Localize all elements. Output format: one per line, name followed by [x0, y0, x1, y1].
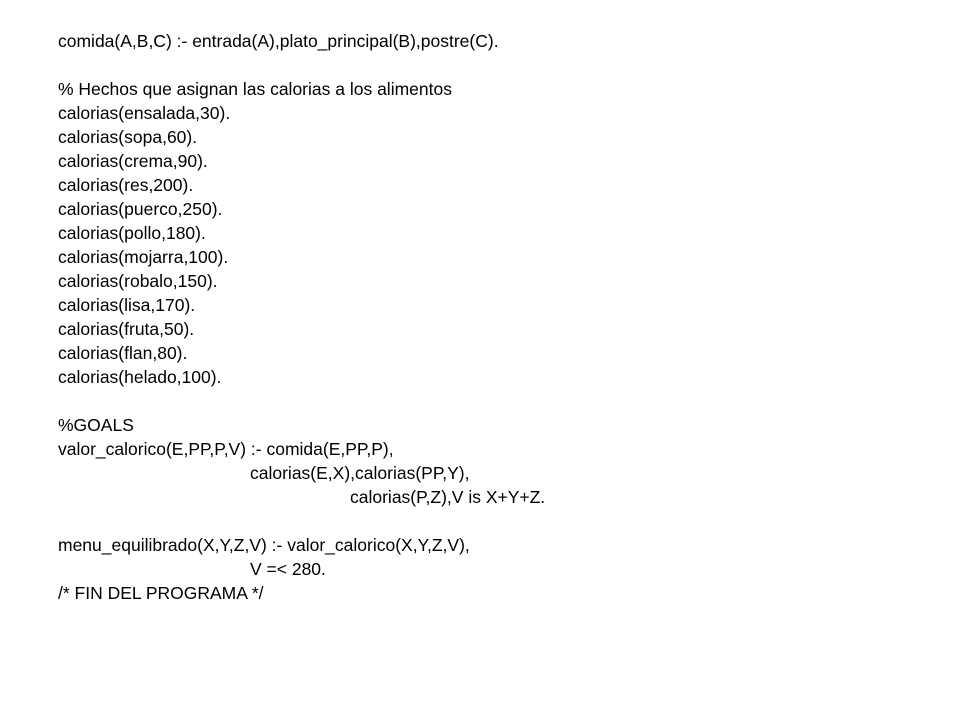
end-of-program-comment: /* FIN DEL PROGRAMA */ — [58, 583, 264, 603]
comment-goals: %GOALS — [58, 415, 134, 435]
comment-hechos: % Hechos que asignan las calorias a los alimentos — [58, 79, 452, 99]
fact-line: calorias(robalo,150). — [58, 271, 218, 291]
fact-line: calorias(lisa,170). — [58, 295, 196, 315]
fact-line: calorias(fruta,50). — [58, 319, 195, 339]
rule-comida: comida(A,B,C) :- entrada(A),plato_principal(B),postre(C). — [58, 31, 499, 51]
fact-line: calorias(pollo,180). — [58, 223, 206, 243]
fact-line: calorias(res,200). — [58, 175, 194, 195]
fact-line: calorias(mojarra,100). — [58, 247, 229, 267]
fact-line: calorias(sopa,60). — [58, 127, 198, 147]
rule-valor-calorico-body-1: calorias(E,X),calorias(PP,Y), — [250, 463, 470, 483]
fact-line: calorias(puerco,250). — [58, 199, 223, 219]
fact-line: calorias(helado,100). — [58, 367, 222, 387]
rule-valor-calorico-body-2: calorias(P,Z),V is X+Y+Z. — [350, 487, 546, 507]
rule-menu-equilibrado-head: menu_equilibrado(X,Y,Z,V) :- valor_calorico(X,Y,Z,V), — [58, 535, 470, 555]
fact-line: calorias(flan,80). — [58, 343, 188, 363]
fact-line: calorias(crema,90). — [58, 151, 208, 171]
rule-valor-calorico-head: valor_calorico(E,PP,P,V) :- comida(E,PP,P), — [58, 439, 394, 459]
fact-line: calorias(ensalada,30). — [58, 103, 231, 123]
rule-menu-equilibrado-body: V =< 280. — [250, 559, 326, 579]
